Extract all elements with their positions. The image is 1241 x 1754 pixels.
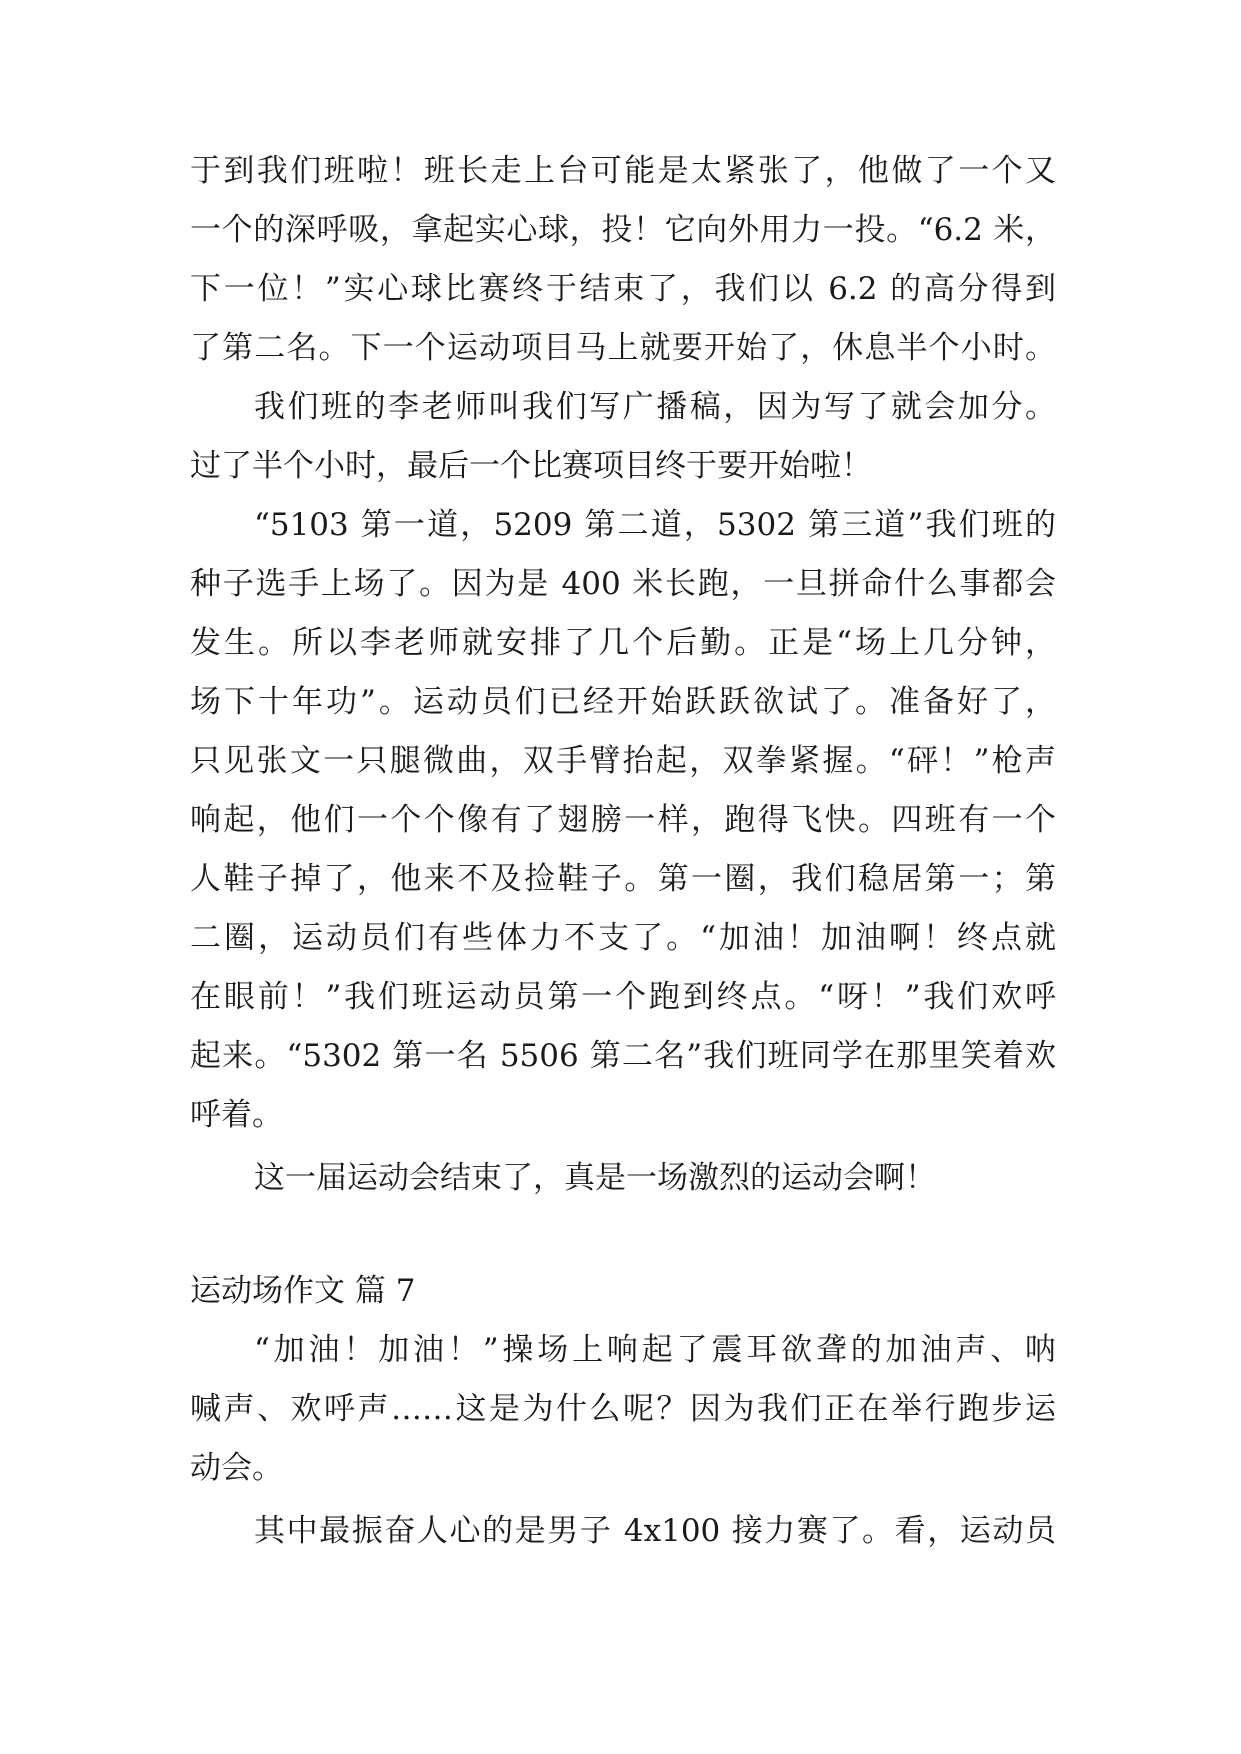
paragraph-start-line: 这一届运动会结束了，真是一场激烈的运动会啊！ (254, 1160, 936, 1196)
text-line: 种子选手上场了。因为是 400 米长跑，一旦拼命什么事都会 (190, 566, 1056, 602)
text-line: 喊声、欢呼声……这是为什么呢？因为我们正在举行跑步运 (190, 1391, 1056, 1427)
paragraph-start-line: 其中最振奋人心的是男子 4x100 接力赛了。看，运动员 (254, 1513, 1056, 1549)
text-line: 下一位！”实心球比赛终于结束了，我们以 6.2 的高分得到 (190, 271, 1056, 307)
text-line: 一个的深呼吸，拿起实心球，投！它向外用力一投。“6.2 米， (190, 212, 1056, 248)
text-line: 人鞋子掉了，他来不及捡鞋子。第一圈，我们稳居第一；第 (190, 861, 1056, 897)
paragraph-start-line: 我们班的李老师叫我们写广播稿，因为写了就会加分。 (254, 389, 1056, 425)
text-line: 只见张文一只腿微曲，双手臂抬起，双拳紧握。“砰！”枪声 (190, 743, 1056, 779)
text-line: 场下十年功”。运动员们已经开始跃跃欲试了。准备好了， (190, 684, 1056, 720)
text-line: 在眼前！”我们班运动员第一个跑到终点。“呀！”我们欢呼 (190, 979, 1056, 1015)
text-line: 发生。所以李老师就安排了几个后勤。正是“场上几分钟， (190, 625, 1056, 661)
section-heading: 运动场作文 篇 7 (190, 1273, 416, 1309)
text-line: 起来。“5302 第一名 5506 第二名”我们班同学在那里笑着欢 (190, 1038, 1056, 1074)
text-line: 于到我们班啦！班长走上台可能是太紧张了，他做了一个又 (190, 153, 1056, 189)
text-line: 呼着。 (190, 1097, 283, 1133)
text-line: 了第二名。下一个运动项目马上就要开始了，休息半个小时。 (190, 330, 1056, 366)
text-line: 响起，他们一个个像有了翅膀一样，跑得飞快。四班有一个 (190, 802, 1056, 838)
text-line: 动会。 (190, 1450, 283, 1486)
text-line: 过了半个小时，最后一个比赛项目终于要开始啦！ (190, 448, 872, 484)
text-line: 二圈，运动员们有些体力不支了。“加油！加油啊！终点就 (190, 920, 1056, 956)
paragraph-start-line: “加油！加油！”操场上响起了震耳欲聋的加油声、呐 (254, 1332, 1056, 1368)
paragraph-start-line: “5103 第一道，5209 第二道，5302 第三道”我们班的 (254, 507, 1056, 543)
